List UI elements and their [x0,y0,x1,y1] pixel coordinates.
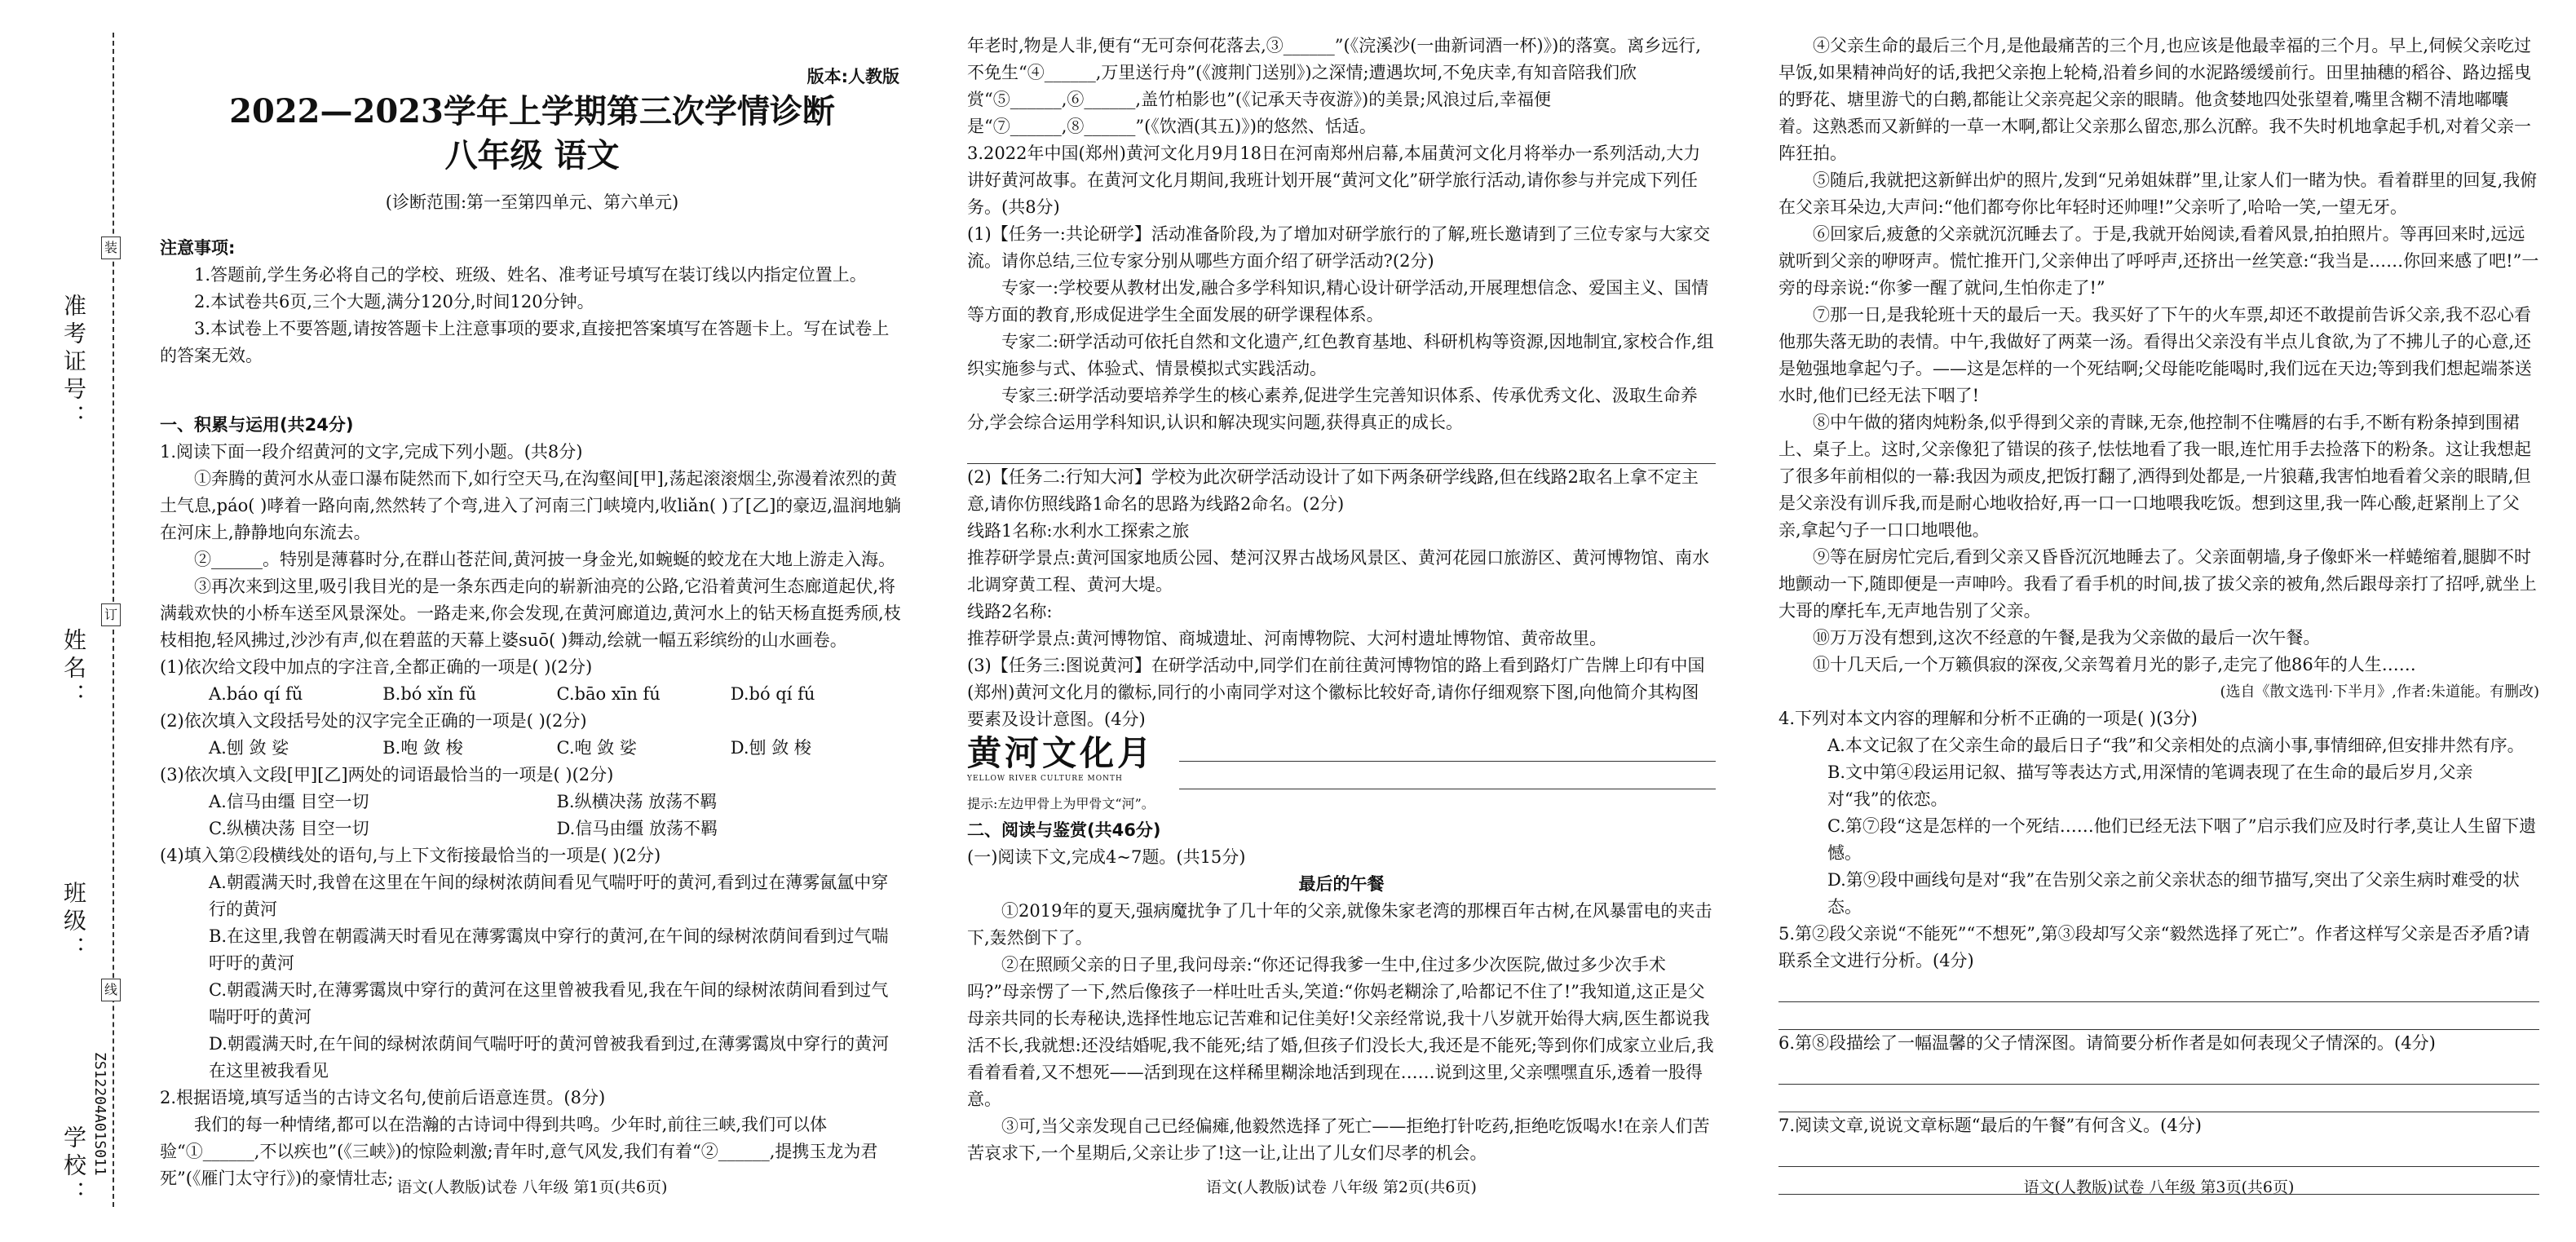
option: C.第⑦段“这是怎样的一个死结……他们已经无法下咽了”启示我们应及时行孝,莫让人生留下遗憾。 [1827,816,2537,863]
exam-subtitle: 八年级 语文 [444,136,620,175]
article-p6: ⑥回家后,疲惫的父亲就沉沉睡去了。于是,我就开始阅读,看着风景,拍拍照片。等再回来时,远远就听到父亲的咿呀声。慌忙推开门,父亲伸出了呼呼声,还挤出一丝笑意:“我当是……你回来感了吧!”一旁的母亲说:“你爹一醒了就问,生怕你走了!” [1778,224,2539,298]
answer-line [1778,975,2539,1002]
yellow-river-logo [967,733,1163,790]
page-3 [1774,0,2544,1242]
option: A.báo qí fǔ [209,684,303,704]
notes-title: 注意事项: [160,238,236,258]
q4: 4.下列对本文内容的理解和分析不正确的一项是( )(3分) [1778,709,2198,728]
article-p9: ⑨等在厨房忙完后,看到父亲又昏昏沉沉地睡去了。父亲面朝墙,身子像虾米一样蜷缩着,腿脚不时地颤动一下,随即便是一声呻吟。我看了看手机的时间,拔了拔父亲的被角,然后跟母亲打了招呼,就坐上大哥的摩托车,无声地告别了父亲。 [1778,547,2537,621]
q5: 5.第②段父亲说“不能死”“不想死”,第③段却写父亲“毅然选择了死亡”。作者这样写父亲是否矛盾?请联系全文进行分析。(4分) [1778,924,2530,970]
route-1-spots: 推荐研学景点:黄河国家地质公园、楚河汉界古战场风景区、黄河花园口旅游区、黄河博物馆、南水北调穿黄工程、黄河大堤。 [967,548,1710,594]
task-3: (3)【任务三:图说黄河】在研学活动中,同学们在前往黄河博物馆的路上看到路灯广告牌上印有中国(郑州)黄河文化月的徽标,同行的小南同学对这个徽标比较好奇,请你仔细观察下图,向他简介其构图要素及设计意图。(4分) [967,656,1705,729]
exam-number-label: 准考证号： [60,294,87,432]
section-2-title: 二、阅读与鉴赏(共46分) [967,820,1161,840]
q7: 7.阅读文章,说说文章标题“最后的午餐”有何含义。(4分) [1778,1116,2202,1135]
q1-para-3: ③再次来到这里,吸引我目光的是一条东西走向的崭新油亮的公路,它沿着黄河生态廊道起伏,将满载欢快的小桥车送至风景深处。一路走来,你会发现,在黄河廊道边,黄河水上的钻天杨直挺秀颀,枝枝相抱,轻风拂过,沙沙有声,似在碧蓝的天幕上婆suō( )舞动,绘就一幅五彩缤纷的山水画卷。 [160,577,901,650]
article-p10: ⑩万万没有想到,这次不经意的午餐,是我为父亲做的最后一次午餐。 [1813,628,2321,648]
expert-1: 专家一:学校要从教材出发,融合多学科知识,精心设计研学活动,开展理想信念、爱国主义、国情等方面的教育,形成促进学生全面发展的研学课程体系。 [967,278,1709,325]
page-1 [155,0,909,1242]
page-footer-1: 语文(人教版)试卷 八年级 第1页(共6页) [396,1178,668,1196]
article-p5: ⑤随后,我就把这新鲜出炉的照片,发到“兄弟姐妹群”里,让家人们一睹为快。看着群里的回复,我俯在父亲耳朵边,大声问:“他们都夸你比年轻时还帅哩!”父亲听了,哈哈一笑,一望无牙。 [1778,170,2538,217]
option: D.信马由缰 放荡不羁 [556,819,718,838]
q1-stem: 1.阅读下面一段介绍黄河的文字,完成下列小题。(共8分) [160,442,583,462]
option: C.咆 敛 娑 [556,738,637,758]
option: A.朝霞满天时,我曾在这里在午间的绿树浓荫间看见气喘吁吁的黄河,看到过在薄雾氤氲中穿行的黄河 [209,873,889,919]
option: B.文中第④段运用记叙、描写等表达方式,用深情的笔调表现了在生命的最后岁月,父亲对“我”的依恋。 [1827,762,2473,809]
article-p3: ③可,当父亲发现自己已经偏瘫,他毅然选择了死亡——拒绝打针吃药,拒绝吃饭喝水!在亲人们苦苦哀求下,一个星期后,父亲让步了!这一让,让出了儿女们尽孝的机会。 [967,1116,1710,1163]
article-p7: ⑦那一日,是我轮班十天的最后一天。我买好了下午的火车票,却还不敢提前告诉父亲,我不忍心看他那失落无助的表情。中午,我做好了两菜一汤。看得出父亲没有半点儿食欲,为了不拂儿子的心意,还是勉强地拿起勺子。——这是怎样的一个死结啊;父母能吃能喝时,我们远在天边;等到我们想起端茶送水时,他们已经无法下咽了! [1778,305,2532,405]
q2-para: 我们的每一种情绪,都可以在浩瀚的古诗词中得到共鸣。少年时,前往三峡,我们可以体验“①______,不以疾也”(《三峡》)的惊险刺激;青年时,意气风发,我们有着“②______,提携玉龙为君死”(《雁门太守行》)的豪情壮志; [160,1115,878,1188]
answer-line [967,436,1716,464]
q1-para-2: ②______。特别是薄暮时分,在群山苍茫间,黄河披一身金光,如蜿蜒的蛟龙在大地上游走入海。 [194,550,896,569]
answer-line [1179,762,1716,789]
article-title: 最后的午餐 [1298,874,1385,894]
binding-strip [0,0,155,1242]
q1-3-options-ab [160,789,904,815]
option: B.bó xǐn fǔ [382,684,477,704]
exam-title: 2022—2023学年上学期第三次学情诊断 [229,92,835,130]
logo-title: 黄河文化月 [967,733,1155,773]
section-1-title: 一、积累与运用(共24分) [160,415,354,435]
answer-line [1778,1139,2539,1167]
expert-3: 专家三:研学活动要培养学生的核心素养,促进学生完善知识体系、传承优秀文化、汲取生命养分,学会综合运用学科知识,认识和解决现实问题,获得真正的成长。 [967,386,1698,432]
answer-line [1778,1085,2539,1112]
article-p11: ⑪十几天后,一个万籁俱寂的深夜,父亲驾着月光的影子,走完了他86年的人生…… [1813,655,2416,674]
q1-3-options-cd [160,815,904,842]
route-2-name: 线路2名称: [967,602,1053,621]
option: C.朝霞满天时,在薄雾霭岚中穿行的黄河在这里曾被我看见,我在午间的绿树浓荫间看到过气喘吁吁的黄河 [209,980,889,1027]
option: D.第⑨段中画线句是对“我”在告别父亲之前父亲状态的细节描写,突出了父亲生病时难受的状态。 [1827,870,2520,917]
q1-1-options [160,681,904,708]
logo-answer-lines [1179,734,1716,789]
page-3-content [1778,33,2539,1195]
q2-continued: 年老时,物是人非,便有“无可奈何花落去,③______”(《浣溪沙(一曲新词酒一杯)》)的落寞。离乡远行,不免生“④______,万里送行舟”(《渡荆门送别》)之深情;遭遇坎坷,不免庆幸,有知音陪我们欣赏“⑤______,⑥______,盖竹柏影也”(《记承天寺夜游》)的美景;风浪过后,幸福便是“⑦______,⑧______”(《饮酒(其五)》)的悠然、恬适。 [967,36,1701,136]
note-1: 1.答题前,学生务必将自己的学校、班级、姓名、准考证号填写在装订线以内指定位置上。 [194,265,867,285]
note-3: 3.本试卷上不要答题,请按答题卡上注意事项的要求,直接把答案填写在答题卡上。写在试卷上的答案无效。 [160,319,890,365]
binding-mark-xian: 线 [101,979,121,1001]
option: B.在这里,我曾在朝霞满天时看见在薄雾霭岚中穿行的黄河,在午间的绿树浓荫间看到过气喘吁吁的黄河 [209,926,889,973]
option: B.纵横决荡 放荡不羁 [556,792,718,811]
note-2: 2.本试卷共6页,三个大题,满分120分,时间120分钟。 [194,292,594,312]
option: C.bāo xīn fú [556,684,661,704]
q1-para-1: ①奔腾的黄河水从壶口瀑布陡然而下,如行空天马,在沟壑间[甲],荡起滚滚烟尘,弥漫着浓烈的黄土气息,páo( )哮着一路向南,然然转了个弯,进入了河南三门峡境内,收liǎn( )了[乙]的豪迈,温润地躺在河床上,静静地向东流去。 [160,469,901,542]
answer-line [1778,1057,2539,1085]
option: D.刨 敛 梭 [730,738,811,758]
paper-code: ZS12204A01S011 [91,1052,108,1176]
option: B.咆 敛 梭 [382,738,463,758]
school-label: 学校： [60,1125,87,1209]
q1-4: (4)填入第②段横线处的语句,与上下文衔接最恰当的一项是( )(2分) [160,846,661,865]
page-footer-3: 语文(人教版)试卷 八年级 第3页(共6页) [2023,1178,2295,1196]
exam-scope: (诊断范围:第一至第四单元、第六单元) [385,192,679,212]
name-label: 姓名： [60,628,87,711]
route-2-spots: 推荐研学景点:黄河博物馆、商城遗址、河南博物院、大河村遗址博物馆、黄帝故里。 [967,629,1607,648]
notes [160,235,904,369]
expert-2: 专家二:研学活动可依托自然和文化遗产,红色教育基地、科研机构等资源,因地制宜,家校合作,组织实施参与式、体验式、情景模拟式实践活动。 [967,332,1714,378]
q2-stem: 2.根据语境,填写适当的古诗文名句,使前后语意连贯。(8分) [160,1088,606,1107]
option: A.信马由缰 目空一切 [209,792,369,811]
q1-2-options [160,735,904,762]
edition-label: 版本:人教版 [806,67,899,86]
task-2: (2)【任务二:行知大河】学校为此次研学活动设计了如下两条研学线路,但在线路2取名上拿不定主意,请你仿照线路1命名的思路为线路2命名。(2分) [967,467,1699,514]
route-1-name: 线路1名称:水利水工探索之旅 [967,521,1190,541]
task-1: (1)【任务一:共论研学】活动准备阶段,为了增加对研学旅行的了解,班长邀请到了三位专家与大家交流。请你总结,三位专家分别从哪些方面介绍了研学活动?(2分) [967,224,1711,271]
option: D.朝霞满天时,在午间的绿树浓荫间气喘吁吁的黄河曾被我看到过,在薄雾霭岚中穿行的黄河在这里被我看见 [209,1034,890,1081]
q3-stem: 3.2022年中国(郑州)黄河文化月9月18日在河南郑州启幕,本届黄河文化月将举办一系列活动,大力讲好黄河故事。在黄河文化月期间,我班计划开展“黄河文化”研学旅行活动,请你参与并完成下列任务。(共8分) [967,144,1701,217]
binding-mark-zhuang: 装 [101,236,121,259]
q1-2: (2)依次填入文段括号处的汉字完全正确的一项是( )(2分) [160,711,587,731]
option: A.本文记叙了在父亲生命的最后日子“我”和父亲相处的点滴小事,事情细碎,但安排井然有序。 [1827,736,2525,755]
page-2 [962,0,1721,1242]
logo-tip: 提示:左边甲骨上为甲骨文“河”。 [967,796,1155,811]
answer-line [1778,1002,2539,1030]
q6: 6.第⑧段描绘了一幅温馨的父子情深图。请简要分析作者是如何表现父子情深的。(4分) [1778,1033,2436,1053]
page-footer-2: 语文(人教版)试卷 八年级 第2页(共6页) [1206,1178,1477,1196]
q1-1: (1)依次给文段中加点的字注音,全都正确的一项是( )(2分) [160,657,593,677]
logo-english: YELLOW RIVER CULTURE MONTH [967,775,1123,783]
article-p8: ⑧中午做的猪肉炖粉条,似乎得到父亲的青睐,无奈,他控制不住嘴唇的右手,不断有粉条掉到围裙上、桌子上。这时,父亲像犯了错误的孩子,怯怯地看了我一眼,连忙用手去捡落下的粉条。这让我想起了很多年前相似的一幕:我因为顽皮,把饭打翻了,洒得到处都是,一片狼藉,我害怕地看着父亲的眼睛,但是父亲没有训斥我,而是耐心地收拾好,再一口一口地喂我吃饭。想到这里,我一阵心酸,赶紧削上了父亲,拿起勺子一口口地喂他。 [1778,413,2532,540]
section-1 [160,412,904,1192]
option: D.bó qí fú [730,684,815,704]
logo-area [967,733,1716,790]
article-source: (选自《散文选刊·下半月》,作者:朱道能。有删改) [2220,683,2539,701]
class-label: 班级： [60,881,87,964]
article-p1: ①2019年的夏天,强病魔扰争了几十年的父亲,就像朱家老湾的那棵百年古树,在风暴雷电的夹击下,轰然倒下了。 [967,901,1712,948]
binding-mark-ding: 订 [101,603,121,626]
page-2-content [967,33,1716,1167]
article-p4: ④父亲生命的最后三个月,是他最痛苦的三个月,也应该是他最幸福的三个月。早上,伺候父亲吃过早饭,如果精神尚好的话,我把父亲抱上轮椅,沿着乡间的水泥路缓缓前行。田里抽穗的稻谷、路边摇曳的野花、塘里游弋的白鹅,都能让父亲亮起父亲的眼睛。他贪婪地四处张望着,嘴里含糊不清地嘟囔着。这熟悉而又新鲜的一草一木啊,都让父亲那么留恋,那么沉醉。我不失时机地拿起手机,对着父亲一阵狂拍。 [1778,36,2532,163]
option: A.刨 敛 娑 [209,738,289,758]
q1-3: (3)依次填入文段[甲][乙]两处的词语最恰当的一项是( )(2分) [160,765,614,785]
reading-1-instruction: (一)阅读下文,完成4~7题。(共15分) [967,847,1246,867]
option: C.纵横决荡 目空一切 [209,819,369,838]
article-p2: ②在照顾父亲的日子里,我问母亲:“你还记得我爹一生中,住过多少次医院,做过多少次手术吗?”母亲愣了一下,然后像孩子一样吐吐舌头,笑道:“你妈老糊涂了,哈都记不住了!”我知道,这正是父母亲共同的长寿秘诀,选择性地忘记苦难和记住美好!父亲经常说,我十八岁就开始得大病,医生都说我活不长,我就想:还没结婚呢,我不能死;结了婚,但孩子们没长大,我还是不能死;等到你们成家立业后,我看着看着,又不想死——活到现在这样稀里糊涂地活到现在……说到这里,父亲嘿嘿直乐,透着一股得意。 [967,955,1714,1109]
answer-line [1179,734,1716,762]
